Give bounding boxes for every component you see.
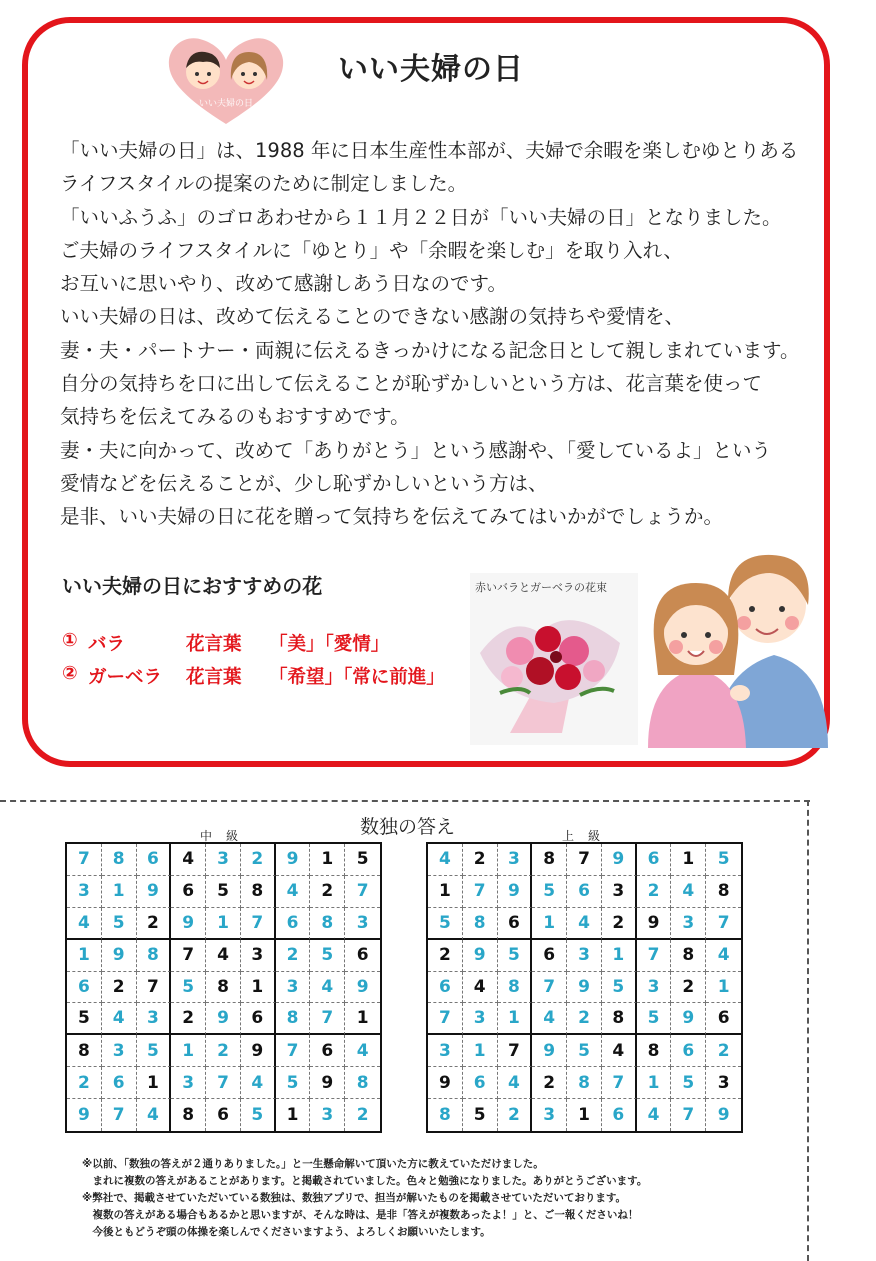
sudoku-cell: 5 [706,844,741,876]
sudoku-cell: 1 [241,972,276,1004]
sudoku-cell: 7 [567,844,602,876]
sudoku-cell: 8 [498,972,533,1004]
sudoku-cell: 2 [532,1067,567,1099]
sudoku-cell: 4 [171,844,206,876]
sudoku-cell: 5 [637,1003,672,1035]
sudoku-cell: 8 [532,844,567,876]
sudoku-cell: 1 [67,940,102,972]
sudoku-cell: 8 [310,908,345,940]
sudoku-cell: 1 [310,844,345,876]
sudoku-cell: 2 [241,844,276,876]
sudoku-cell: 3 [310,1099,345,1131]
sudoku-cell: 9 [717,1105,730,1126]
sudoku-cell: 2 [637,876,672,908]
sudoku-level-hard: 上級 [562,829,615,843]
sudoku-cell: 6 [706,1003,741,1035]
sudoku-cell: 7 [137,972,172,1004]
sudoku-cell: 8 [137,940,172,972]
sudoku-cell: 5 [171,972,206,1004]
sudoku-cell: 3 [671,908,706,940]
intro-line: ライフスタイルの提案のために制定しました。 [60,172,468,196]
sudoku-cell: 4 [532,1003,567,1035]
sudoku-cell: 5 [102,908,137,940]
sudoku-cell: 6 [102,1067,137,1099]
sudoku-cell: 8 [171,1099,206,1131]
sudoku-cell: 7 [206,1067,241,1099]
sudoku-cell: 9 [498,876,533,908]
intro-line: お互いに思いやり、改めて感謝しあう日なのです。 [60,272,507,296]
sudoku-cell: 2 [310,876,345,908]
sudoku-cell: 4 [276,876,311,908]
sudoku-cell: 4 [498,1067,533,1099]
page-title: いい夫婦の日 [338,52,524,87]
sudoku-cell: 3 [567,940,602,972]
note-line: ※弊社で、掲載させていただいている数独は、数独アプリで、担当が解いたものを掲載させていただいております。 [82,1192,627,1204]
sudoku-cell: 1 [102,876,137,908]
sudoku-cell: 9 [137,876,172,908]
note-line: 今後ともどうぞ頭の体操を楽しんでくださいますよう、よろしくお願いいたします。 [82,1226,491,1238]
sudoku-cell: 8 [567,1067,602,1099]
sudoku-cell: 5 [206,876,241,908]
sudoku-cell: 2 [102,972,137,1004]
intro-line: 「いいふうふ」のゴロあわせから１１月２２日が「いい夫婦の日」となりました。 [60,205,782,229]
sudoku-cell: 1 [206,908,241,940]
flower-language-label: 花言葉 [186,667,242,688]
sudoku-cell: 2 [498,1099,533,1131]
sudoku-cell: 9 [241,1035,276,1067]
intro-line: 妻・夫・パートナー・両親に伝えるきっかけになる記念日として親しまれています。 [60,338,800,362]
sudoku-cell: 8 [276,1003,311,1035]
sudoku-cell: 6 [567,876,602,908]
sudoku-cell: 2 [706,1035,741,1067]
sudoku-cell: 6 [463,1067,498,1099]
sudoku-cell: 7 [310,1003,345,1035]
sudoku-cell: 9 [532,1035,567,1067]
sudoku-cell: 4 [241,1067,276,1099]
sudoku-cell: 6 [428,972,463,1004]
sudoku-cell: 1 [498,1003,533,1035]
sudoku-cell: 3 [206,844,241,876]
sudoku-cell: 3 [498,844,533,876]
sudoku-cell: 3 [428,1035,463,1067]
sudoku-cell: 9 [637,908,672,940]
sudoku-cell: 9 [310,1067,345,1099]
sudoku-cell: 3 [345,908,380,940]
bouquet-caption: 赤いバラとガーベラの花束 [475,581,607,594]
sudoku-cell: 6 [137,844,172,876]
sudoku-cell: 5 [463,1099,498,1131]
sudoku-cell: 4 [428,844,463,876]
sudoku-cell: 9 [345,972,380,1004]
sudoku-cell: 8 [706,876,741,908]
sudoku-cell: 4 [206,940,241,972]
intro-line: 「いい夫婦の日」は、1988 年に日本生産性本部が、夫婦で余暇を楽しむゆとりある [60,139,799,162]
sudoku-cell: 4 [706,940,741,972]
sudoku-cell: 5 [67,1003,102,1035]
couple-heart-logo [165,36,287,126]
note-line: 複数の答えがある場合もあるかと思いますが、そんな時は、是非「答えが複数あったよ！」と、ご一報くださいね！ [82,1209,639,1221]
sudoku-cell: 2 [137,908,172,940]
sudoku-cell: 6 [276,908,311,940]
intro-line: 妻・夫に向かって、改めて「ありがとう」という感謝や、「愛しているよ」という [60,438,771,462]
sudoku-cell: 8 [671,940,706,972]
intro-line: 自分の気持ちを口に出して伝えることが恥ずかしいという方は、花言葉を使って [60,372,763,396]
sudoku-cell: 7 [67,844,102,876]
sudoku-cell: 1 [276,1099,311,1131]
sudoku-cell: 9 [206,1003,241,1035]
sudoku-cell: 1 [706,972,741,1004]
sudoku-cell: 4 [463,972,498,1004]
sudoku-cell: 1 [463,1035,498,1067]
sudoku-cell: 2 [67,1067,102,1099]
sudoku-cell: 4 [567,908,602,940]
sudoku-cell: 5 [137,1035,172,1067]
sudoku-cell: 4 [310,972,345,1004]
bouquet-photo [470,573,638,745]
sudoku-cell: 8 [463,908,498,940]
sudoku-cell: 8 [428,1099,463,1131]
sudoku-cell: 4 [671,876,706,908]
flower-name: バラ [88,634,126,655]
sudoku-cell: 1 [602,940,637,972]
sudoku-cell: 8 [67,1035,102,1067]
sudoku-cell: 7 [102,1099,137,1131]
sudoku-cell: 6 [637,844,672,876]
intro-line: 気持ちを伝えてみるのもおすすめです。 [60,405,410,429]
sudoku-cell: 7 [171,940,206,972]
sudoku-cell: 8 [206,972,241,1004]
sudoku-cell: 5 [602,972,637,1004]
intro-line: いい夫婦の日は、改めて伝えることのできない感謝の気持ちや愛情を、 [60,305,685,329]
intro-line: ご夫婦のライフスタイルに「ゆとり」や「余暇を楽しむ」を取り入れ、 [60,238,683,262]
sudoku-cell: 9 [276,844,311,876]
sudoku-cell: 5 [241,1099,276,1131]
sudoku-cell: 1 [637,1067,672,1099]
sudoku-cell: 2 [567,1003,602,1035]
sudoku-cell: 7 [463,876,498,908]
sudoku-cell: 2 [602,908,637,940]
sudoku-cell: 3 [67,876,102,908]
sudoku-cell: 4 [637,1099,672,1131]
sudoku-cell: 4 [102,1003,137,1035]
sudoku-cell: 6 [671,1035,706,1067]
sudoku-cell: 3 [102,1035,137,1067]
couple-illustration [644,543,830,748]
sudoku-cell: 8 [637,1035,672,1067]
sudoku-cell: 3 [241,940,276,972]
bouquet-illustration [470,573,638,745]
sudoku-cell: 7 [532,972,567,1004]
sudoku-cell: 4 [345,1035,380,1067]
sudoku-cell: 5 [310,940,345,972]
sudoku-cell: 7 [498,1035,533,1067]
sudoku-cell: 2 [428,940,463,972]
sudoku-cell: 1 [671,844,706,876]
sudoku-cell: 3 [276,972,311,1004]
sudoku-cell: 9 [102,940,137,972]
sudoku-cell: 6 [310,1035,345,1067]
sudoku-cell: 8 [241,876,276,908]
sudoku-cell: 3 [706,1067,741,1099]
sudoku-cell: 5 [345,844,380,876]
sudoku-cell: 7 [241,908,276,940]
sudoku-cell: 3 [463,1003,498,1035]
sudoku-cell: 3 [637,972,672,1004]
sudoku-cell: 4 [67,908,102,940]
sudoku-cell: 7 [276,1035,311,1067]
flower-name: ガーベラ [88,667,163,688]
sudoku-cell: 3 [137,1003,172,1035]
sudoku-cell: 6 [602,1099,637,1131]
intro-paragraph [60,134,820,534]
sudoku-cell: 2 [463,844,498,876]
sudoku-cell: 2 [671,972,706,1004]
sudoku-cell: 9 [567,972,602,1004]
sudoku-cell: 1 [345,1003,380,1035]
note-line: ※以前、「数独の答えが２通りありました。」と一生懸命解いて頂いた方に教えていただけました。 [82,1158,544,1170]
flowers-heading: いい夫婦の日におすすめの花 [62,574,323,598]
sudoku-cell: 5 [671,1067,706,1099]
sudoku-cell: 3 [602,876,637,908]
sudoku-grid-medium [65,842,382,1133]
sudoku-cell: 7 [602,1067,637,1099]
sudoku-cell: 9 [67,1099,102,1131]
sudoku-cell: 4 [602,1035,637,1067]
sudoku-cell: 4 [137,1099,172,1131]
sudoku-cell: 1 [567,1099,602,1131]
section-divider [0,800,810,802]
sudoku-cell: 7 [671,1099,706,1131]
sudoku-cell: 1 [532,908,567,940]
sudoku-cell: 6 [171,876,206,908]
sudoku-cell: 2 [276,940,311,972]
sudoku-cell: 6 [345,940,380,972]
intro-line: 愛情などを伝えることが、少し恥ずかしいという方は、 [60,471,548,495]
sudoku-cell: 6 [241,1003,276,1035]
sudoku-title: 数独の答え [360,816,456,838]
sudoku-cell: 3 [532,1099,567,1131]
sudoku-cell: 5 [428,908,463,940]
sudoku-cell: 7 [428,1003,463,1035]
sudoku-level-medium: 中級 [200,829,253,843]
logo-text: いい夫婦の日 [198,99,254,109]
sudoku-cell: 2 [356,1105,369,1126]
flower-words: 「希望」「常に前進」 [269,667,445,688]
sudoku-cell: 2 [171,1003,206,1035]
note-line: まれに複数の答えがあることがあります。と掲載されていました。色々と勉強になりました。ありがとうございます。 [82,1175,648,1187]
sudoku-cell: 6 [67,972,102,1004]
sudoku-cell: 5 [498,940,533,972]
sudoku-cell: 2 [206,1035,241,1067]
sudoku-cell: 7 [345,876,380,908]
sudoku-cell: 9 [602,844,637,876]
sudoku-cell: 9 [463,940,498,972]
sudoku-cell: 6 [206,1099,241,1131]
sudoku-cell: 8 [602,1003,637,1035]
sudoku-cell: 1 [428,876,463,908]
section-divider-vertical [807,800,809,1261]
sudoku-notes [82,1156,647,1241]
flower-words: 「美」「愛情」 [269,634,390,655]
sudoku-cell: 8 [102,844,137,876]
sudoku-cell: 9 [671,1003,706,1035]
flower-language-label: 花言葉 [186,634,242,655]
sudoku-cell: 6 [498,908,533,940]
sudoku-cell: 8 [345,1067,380,1099]
flower-number: ① [62,630,78,651]
sudoku-cell: 5 [532,876,567,908]
sudoku-cell: 9 [428,1067,463,1099]
sudoku-cell: 5 [567,1035,602,1067]
flower-number: ② [62,663,78,684]
intro-line: 是非、いい夫婦の日に花を贈って気持ちを伝えてみてはいかがでしょうか。 [60,505,724,529]
sudoku-cell: 1 [171,1035,206,1067]
sudoku-cell: 1 [137,1067,172,1099]
sudoku-cell: 3 [171,1067,206,1099]
sudoku-cell: 7 [637,940,672,972]
sudoku-cell: 7 [706,908,741,940]
sudoku-cell: 9 [171,908,206,940]
sudoku-grid-hard [426,842,743,1133]
sudoku-cell: 5 [276,1067,311,1099]
sudoku-cell: 6 [532,940,567,972]
